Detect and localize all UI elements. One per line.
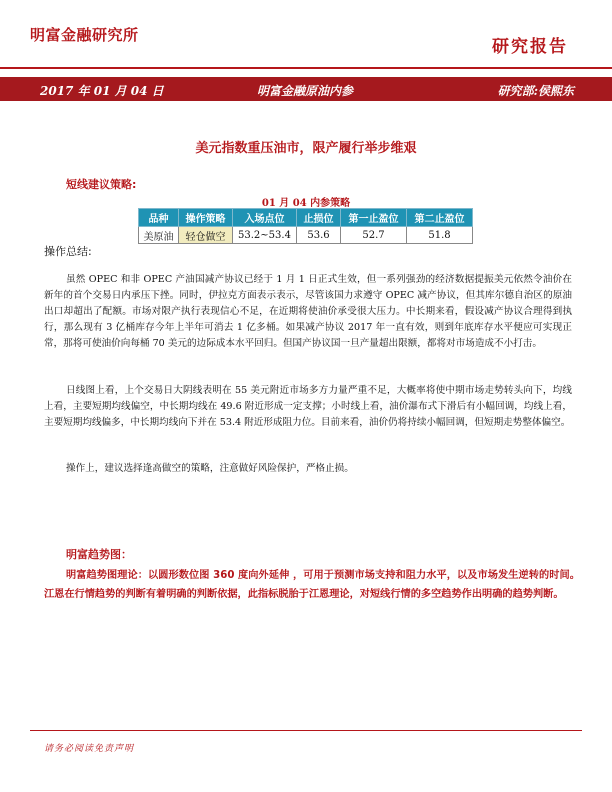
operations-heading: 操作总结: [44,245,92,258]
header-divider [0,67,612,69]
report-type-label: 研究报告 [492,37,568,57]
company-logo: 明富金融研究所 [30,26,139,44]
report-date: 2017 年 01 月 04 日 [40,84,164,98]
column-header: 品种 [139,209,179,227]
page-title: 美元指数重压油市，限产履行举步维艰 [195,141,417,156]
column-header: 止损位 [297,209,341,227]
operations-paragraph: 虽然 OPEC 和非 OPEC 产油国减产协议已经于 1 月 1 日正式生效，但一系列强劲的经济数据提振美元依然令油价在新年的首个交易日内承压下挫。同时，伊拉克方面表示表示，尽管该国力求遵守 OPEC 减产协议，但其库尔德自治区的原油出口却超出了配额。市场对限产执行表现信心不足，在近期将使油价承受很大压力。中长期来看，假设减产协议合理得到执行，那么现有 3 亿桶库存今年上半年可消去 1 亿多桶。如果减产协议 2017 年一直有效，则到年底库存水平便应可实现正常，那将可使油价向每桶 70 美元的边际成本水平回归。但国产协议国一旦产量超出限额，都将对市场造成不小打击。 [44,274,572,349]
table-cell-strategy: 轻仓做空 [179,227,233,244]
column-header: 第二止盈位 [407,209,473,227]
column-header: 入场点位 [233,209,297,227]
strategy-table-title: 01 月 04 内参策略 [261,198,351,209]
trend-section-label: 明富趋势图： [66,548,132,561]
column-header: 操作策略 [179,209,233,227]
publication-name: 明富金融原油内参 [257,84,354,98]
table-cell-take-profit-2: 51.8 [407,227,473,244]
strategy-table [138,208,473,244]
trend-description: 明富趋势图理论：以圆形数位图 360 度向外延伸 ，可用于预测市场支持和阻力水平，以及市场发生逆转的时间。江恩在行情趋势的判断有着明确的判断依据，此指标脱胎于江恩理论，对短线行情的多空趋势作出明确的趋势判断。 [44,570,580,600]
table-cell-stop-loss: 53.6 [297,227,341,244]
table-cell-take-profit-1: 52.7 [341,227,407,244]
table-row [139,227,473,244]
operations-paragraph: 日线图上看，上个交易日大阴线表明在 55 美元附近市场多方力量严重不足，大概率将使中期市场走势转头向下，均线上看，主要短期均线偏空，中长期均线在 49.6 附近形成一定支撑；小时线上看，油价瀑布式下滑后有小幅回调，均线上看，主要短期均线偏多，中长期均线向下并在 53.4 附近形成阻力位。目前来看，油价仍将持续小幅回调，但短期走势整体偏空。 [44,385,572,428]
department-author: 研究部:侯熙东 [497,84,574,98]
footer-divider [30,730,582,731]
strategy-section-label: 短线建议策略: [66,178,137,191]
operations-paragraph: 操作上，建议选择逢高做空的策略，注意做好风险保护，严格止损。 [66,463,354,474]
column-header: 第一止盈位 [341,209,407,227]
header-band [0,77,612,101]
disclaimer-note: 请务必阅读免责声明 [44,744,135,754]
table-header-row [139,209,473,227]
table-cell-entry: 53.2~53.4 [233,227,297,244]
table-cell-product: 美原油 [139,227,179,244]
